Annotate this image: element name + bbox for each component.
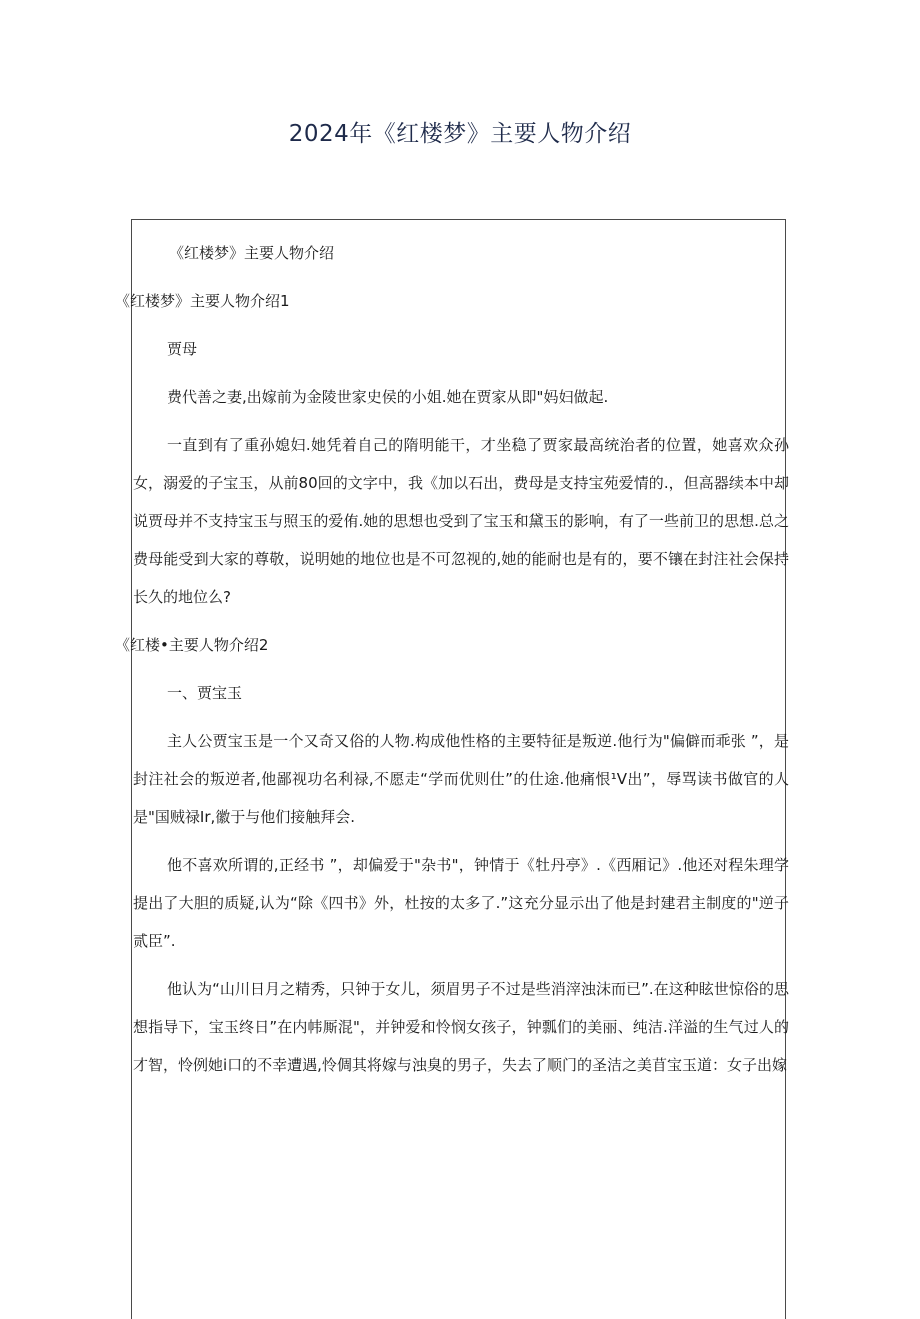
page-title: 2024年《红楼梦》主要人物介绍: [288, 121, 632, 147]
jiamu-paragraph-2: 一直到有了重孙媳妇.她凭着自己的隋明能干，才坐稳了贾家最高统治者的位置，她喜欢众孙女，溺爱的子宝玉，从前80回的文字中，我《加以石出，费母是支持宝苑爱情的.，但高器续本中却说贾母并不支持宝玉与照玉的爱侑.她的思想也受到了宝玉和黛玉的影响，有了一些前卫的思想.总之费母能受到大家的尊敬，说明她的地位也是不可忽视的,她的能耐也是有的，要不镶在封注社会保持长久的地位么?: [133, 436, 789, 606]
baoyu-paragraph-1: 主人公贾宝玉是一个又奇又俗的人物.构成他性格的主要特征是叛逆.他行为"偏僻而乖张 ”，是封注社会的叛逆者,他鄙视功名利禄,不愿走“学而优则仕”的仕途.他痛恨¹V出”，辱骂读书做官的人是"国贼禄Ir,徽于与他们接触拜会.: [133, 732, 789, 826]
document-body: [115, 234, 789, 1084]
character-heading-jiamu: 贾母: [167, 340, 198, 358]
jiamu-paragraph-1: 费代善之妻,出嫁前为金陵世家史侯的小姐.她在贾家从即"妈妇做起.: [167, 388, 609, 406]
baoyu-paragraph-2: 他不喜欢所谓的,正经书 ”，却偏爱于"杂书"，钟情于《牡丹亭》.《西厢记》.他还对程朱理学提出了大胆的质疑,认为“除《四书》外，杜按的太多了.”这充分显示出了他是封建君主制度的"逆子贰臣”.: [133, 856, 789, 950]
baoyu-paragraph-3: 他认为“山川日月之精秀，只钟于女儿，须眉男子不过是些消滓浊沫而已”.在这种眩世惊俗的思想指导下，宝玉终日”在内帏厮混"，并钟爱和怜悯女孩子，钟瓢们的美丽、纯洁.洋溢的生气过人的才智，怜例她i口的不幸遭遇,怜倜其将嫁与浊臭的男子，失去了顺门的圣洁之美苜宝玉道：女子出嫁: [133, 980, 789, 1074]
section-heading-1: 《红楼梦》主要人物介绍1: [115, 292, 290, 310]
section-heading-2: 《红楼•主要人物介绍2: [115, 636, 269, 654]
character-heading-baoyu: 一、贾宝玉: [167, 684, 243, 702]
subtitle-paragraph: 《红楼梦》主要人物介绍: [169, 244, 335, 262]
